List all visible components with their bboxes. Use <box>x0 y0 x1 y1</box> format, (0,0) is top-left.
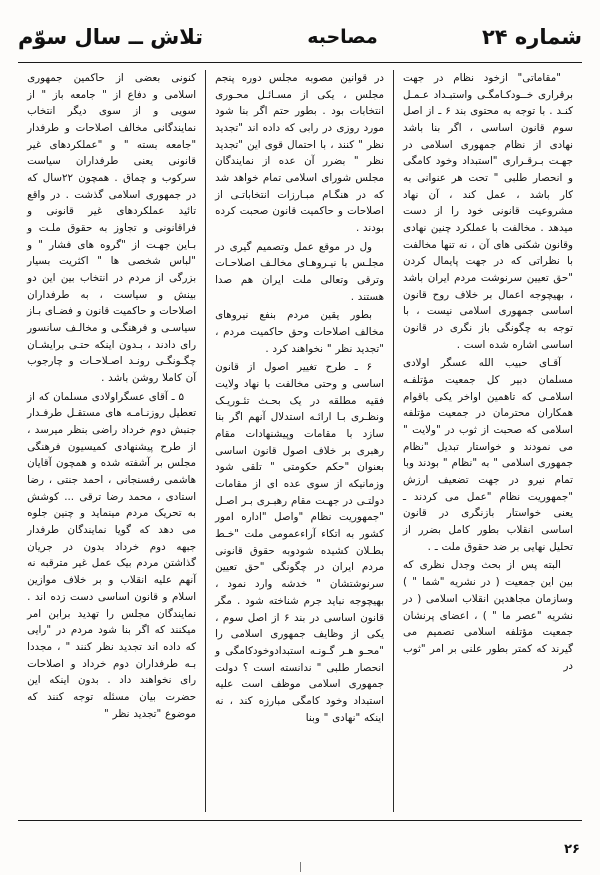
paragraph: ول در موقع عمل وتصمیم گیری در مجلـس با نیـروهـای مخالـف اصلاحـات وترقی وتعالی ملت ایران هم صدا هستند . <box>215 240 385 303</box>
paragraph: ۵ ـ آقای عسگراولادی مسلمان که از تعطیل روزنـامـه های مستقـل طرفـدار جنبش دوم خرداد راضی بنظر میرسد ، از طرح پیشنهادی کمیسیون فرهنگی مجلس بر آشفته شده و همچون آقایان هاشمی رفسنجانی ، احمد جنتی ، رضا استادی ، محمد رضا ترقی ... کوشش به تحریک مردم مینماید و چنین جلوه می دهد که گویا نمایندگان طرفدار جبهه دوم خرداد بدون در جریان گذاشتن مردم بیک عمل غیر مترقبه نه آنهم علیه انقلاب و بر خلاف موازین اسلام و قانون اساسی دست زده اند . نمایندگان مجلس را تهدید برابن امر میکنند که اگر بنا شود مردم در "رایی که داده اند تجدید نظر کنند " ، مجددا بـه طرفداران دوم خرداد و اصلاحات رای نخواهند داد . بدون اینکه این حضرت بیان مسئله توجه کنند که موضوع "تجدید نظر " <box>27 390 197 720</box>
paragraph: ۶ ـ طرح تغییر اصول از قانون اساسی و وحتی مخالفت با نهاد ولایت فقیه مطلقه در یک بحـث تئـوریـک ونظـری بـا ارائـه استدلال آنهم اگر بنا سازد با مقامات وپیشنهادات مقام رهبری بر خلاف اصول قانون اساسی بعنوان "حکم حکومتی " تلقی شود وزمانیکه از سوی عده ای از مقامات دولتـی در جهـت مقام رهبـری بـر اصـل "جمهوریت نظام "واصل "اداره امور کشور به اتکاء آراءعمومی ملت "خـط بطـلان کشیده شودوبه حقوق قانونی مردم ایران در چگونگی "حق تعیین سرنوشتشان " خدشه وارد نمود ، بهیچوجه نباید جرم شناخته شود . مگر قانون اساسی در بند ۶ از اصل سوم ، یکی از وظایف جمهوری اسلامی را "محـو هـر گـونـه استبدادوخودکامگی و انحصار طلبی " ندانسته است ؟ دولت جمهوری اسلامی موظف است علیه استبداد وخود کامگی مبارزه کند ، نه اینکه "نهادی " وبنا <box>215 361 385 724</box>
paragraph: در قوانین مصوبه مجلس دوره پنجم مجلس ، یکی از مسـائـل محـوری انتخابات بود . بطور حتم اگر بنا شود مورد روزی در رابی که داده اند "تجدید نظر " کنند ، با احتمال قوی این "تجدید نظر " بضرر آن عده از نمایندگان مجلس شورای اسلامی تمام خواهد شد که در هنگـام مبـارزات انتخاباتـی از اصلاحات و حاکمیت قانون صحبت کرده بودند . <box>215 72 385 235</box>
page-masthead <box>18 14 582 60</box>
paragraph: کنونی بعضی از حاکمین جمهوری اسلامی و دفاع از " جامعه باز " از سویی و از سوی دیگر انتخاب نمایندگانی مخالف اصلاحات و طرفدار "جامعه بسته " و "عملکردهای غیر قانونی یعنی طرفداران سیاست سرکوب و چماق . همچون ۲۲سال که در جمهوری اسلامی گذشت . در واقع تائید عملکردهای غیر قانونی و فراقانونی و تجاوز به حقوق ملـت و بـاین جهـت از "گروه های فشار " و "لباس شخصی ها " اکثریت بسیار بزرگی از مردم در انتخاب بین این دو بینش و سیاست ، به طرفداران اصلاحات و حاکمیت قانون و فضـای بـاز سیاسـی و فرهنگـی و مخالـف سانسور رای دادند ، بـدون اینکه حتـی برایشـان چگـونگـی رونـد اصـلاحـات و چارجوب آن کاملا روشن باشد . <box>27 72 197 385</box>
text-column-middle <box>206 70 394 812</box>
page-number: ۲۶ <box>564 842 580 857</box>
paragraph: "مقاماتی" ازخود نظام در جهت برقراری خــودکـامگـی واستبـداد عـمـل کنـد . با توجه به محتوی بند ۶ ـ از اصل سوم قانون اساسی ، اگر بنا باشد نهادی از نظام جمهوری اسلامی در جهـت بـرقـراری "استبداد وخود کامگی و انحصار طلبی " تحت هر عنوانی به کار باشد ، عمل کند ، آن نهاد مشروعیت قانونی خود را از دست میدهد . مخالفت با عملکرد چنین نهادی وقانون شکنی های آن ، نه تنها مخالفت با نظراتی که در جهت پایمال کردن "حق تعیین سرنوشت مردم ایران باشد ، بهیچوجه اعمال بر خلاف روح قانون اساسی جمهوری اسلامی نیست ، با توجه به چگونگی باز نگری در قانون اساسی اشاره شده است . <box>403 72 573 351</box>
paragraph: آقـای حبیب الله عسگر اولادی مسلمان دبیر کل جمعیت مؤتلفـه اسلامـی که تاهمین اواخر یکی باقوام همکاران محترمان در جمعیت مؤتلفه اسلامی که صحبت از ثوب در "ولایت " می نمودند و خواستار تبدیل "نظام جمهوری اسلامی " به "نظام " بودند وبا تمام نیرو در جهت تضعیف ارزش "جمهوریت نظام "عمل می کردند ـ یعنی خواستار بازنگری در قانون اساسی انقلاب بطور کامل بضرر از تحلیل نهایی بر ضد حقوق ملت ـ . <box>403 357 573 553</box>
header-divider-rule <box>18 62 582 63</box>
text-column-right <box>394 70 582 812</box>
paragraph: بطور یقین مردم بنفع نیروهای مخالف اصلاحات وحق حاکمیت مردم ، "تجدید نظر " نخواهند کرد . <box>215 309 385 355</box>
spine-mark <box>300 862 301 872</box>
text-column-left <box>18 70 206 812</box>
section-title: مصاحبه <box>307 26 378 48</box>
paragraph: البته پس از بحث وجدل نظری که بین این جمعیت ( در نشریه "شما " ) وسازمان مجاهدین انقلاب اسلامی ( در نشریه "عصر ما " ) ، اعضای پرنشان جمعیت مؤتلفه اسلامی تصمیم می گیرند که کمتر بطور علنی بر امر "ثوب در <box>403 559 573 672</box>
footer-divider-rule <box>18 820 582 821</box>
publication-title: تلاش ــ سال سوّم <box>18 25 204 49</box>
issue-number: شماره ۲۴ <box>481 25 582 49</box>
article-columns <box>18 70 582 812</box>
